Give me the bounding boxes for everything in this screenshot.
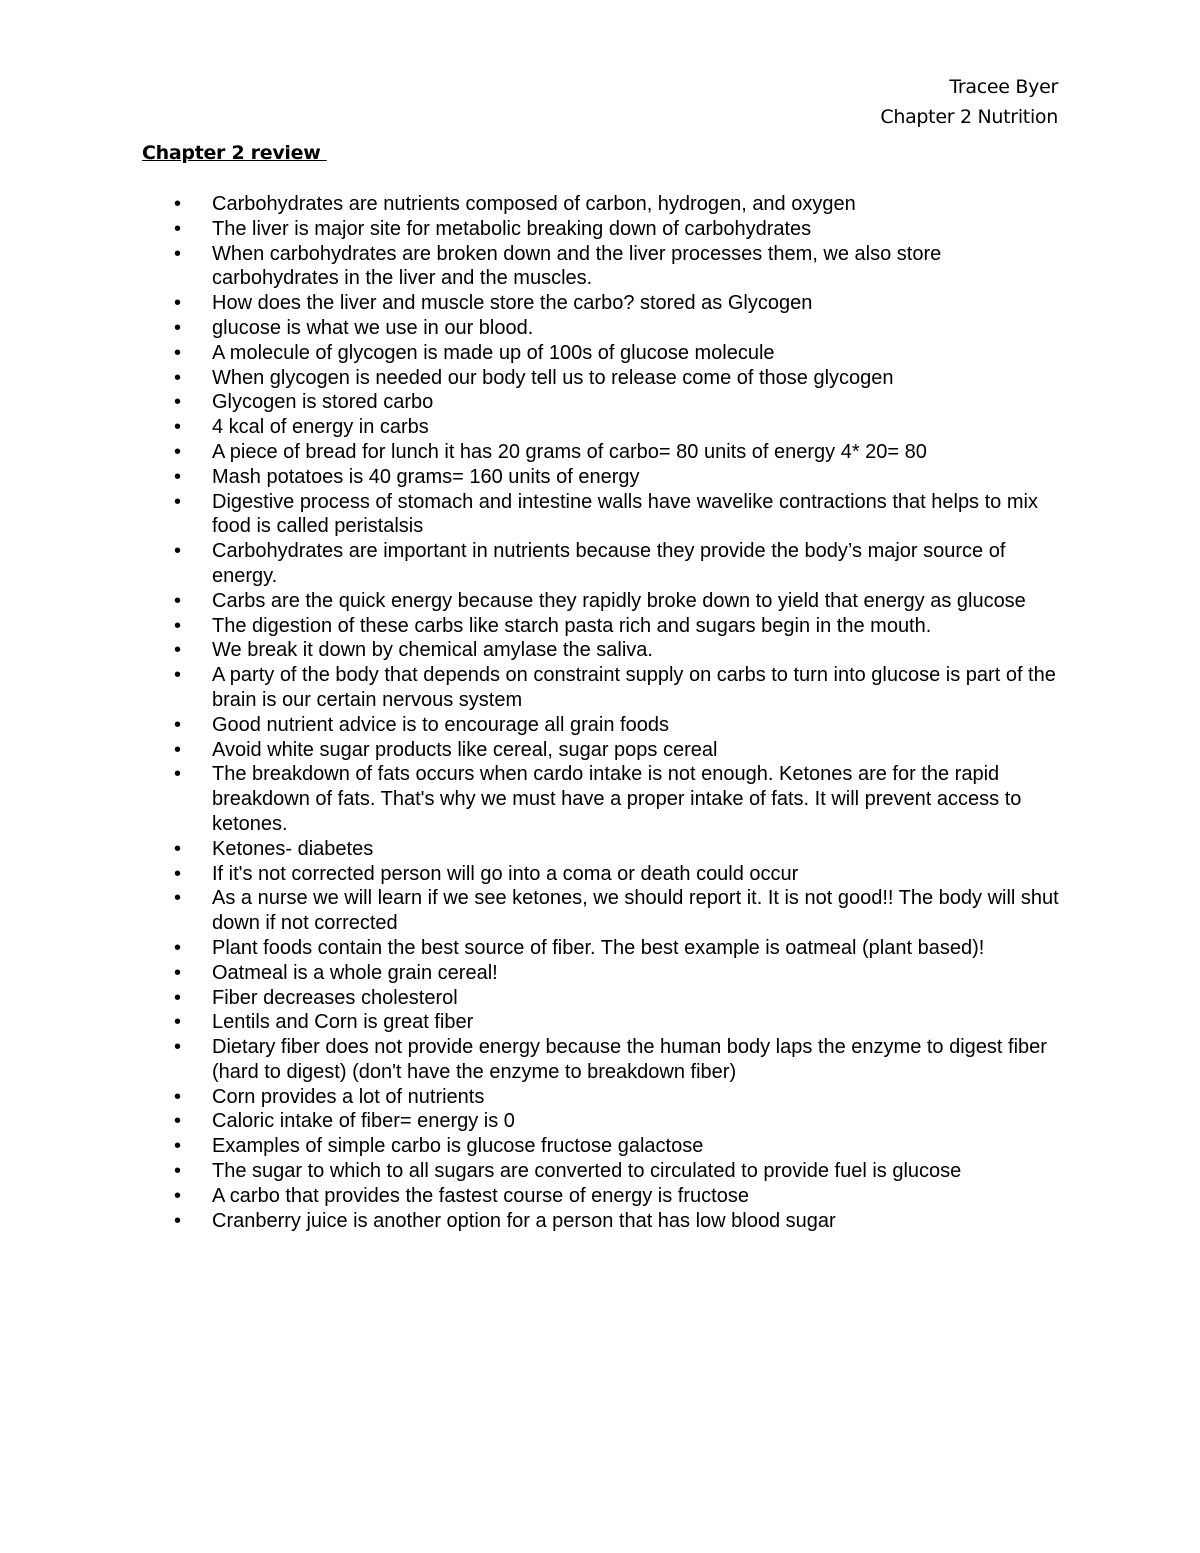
bullet-icon: • <box>174 1011 182 1034</box>
list-item <box>0 1184 1060 1209</box>
list-item <box>0 465 1060 490</box>
list-item <box>0 1209 1060 1234</box>
note-text: A molecule of glycogen is made up of 100s of glucose molecule <box>212 341 775 364</box>
note-text: A carbo that provides the fastest course of energy is fructose <box>212 1184 749 1207</box>
list-item <box>0 316 1060 341</box>
list-item <box>0 762 1060 836</box>
list-item <box>0 390 1060 415</box>
bullet-icon: • <box>174 763 182 786</box>
bullet-icon: • <box>174 614 182 637</box>
note-text: As a nurse we will learn if we see ketones, we should report it. It is not good!! The body will shut down if not corrected <box>212 887 1059 935</box>
list-item <box>0 366 1060 391</box>
note-text: Dietary fiber does not provide energy because the human body laps the enzyme to digest fiber (hard to digest) (don't have the enzyme to breakdown fiber) <box>212 1036 1047 1083</box>
bullet-icon: • <box>174 440 182 463</box>
note-text: glucose is what we use in our blood. <box>212 316 534 339</box>
list-item <box>0 440 1060 465</box>
note-text: Caloric intake of fiber= energy is 0 <box>212 1110 515 1133</box>
note-text: Carbs are the quick energy because they rapidly broke down to yield that energy as glucose <box>212 589 1026 612</box>
list-item <box>0 837 1060 862</box>
bullet-icon: • <box>174 1160 182 1183</box>
bullet-icon: • <box>174 1085 182 1108</box>
bullet-icon: • <box>174 837 182 860</box>
section-heading: Chapter 2 review <box>142 142 327 164</box>
note-text: Glycogen is stored carbo <box>212 391 434 414</box>
note-text: The liver is major site for metabolic breaking down of carbohydrates <box>212 217 812 240</box>
list-item <box>0 614 1060 639</box>
notes-list <box>0 192 1060 1233</box>
bullet-icon: • <box>174 1036 182 1059</box>
list-item <box>0 738 1060 763</box>
note-text: Carbohydrates are nutrients composed of carbon, hydrogen, and oxygen <box>212 193 856 215</box>
bullet-icon: • <box>174 490 182 513</box>
list-item <box>0 862 1060 887</box>
note-text: If it's not corrected person will go into a coma or death could occur <box>212 862 799 885</box>
list-item <box>0 961 1060 986</box>
bullet-icon: • <box>174 193 182 215</box>
note-text: Plant foods contain the best source of fiber. The best example is oatmeal (plant based)! <box>212 936 985 959</box>
bullet-icon: • <box>174 366 182 389</box>
bullet-icon: • <box>174 986 182 1009</box>
note-text: 4 kcal of energy in carbs <box>212 416 429 439</box>
bullet-icon: • <box>174 292 182 315</box>
note-text: We break it down by chemical amylase the saliva. <box>212 639 653 662</box>
note-text: When carbohydrates are broken down and the liver processes them, we also store carbohydrates in the liver and the muscles. <box>212 242 942 290</box>
note-text: How does the liver and muscle store the carbo? stored as Glycogen <box>212 292 813 315</box>
list-item <box>0 1159 1060 1184</box>
author-name: Tracee Byer <box>949 76 1058 98</box>
list-item <box>0 1035 1060 1085</box>
bullet-icon: • <box>174 1135 182 1158</box>
note-text: Mash potatoes is 40 grams= 160 units of energy <box>212 465 640 488</box>
bullet-icon: • <box>174 242 182 265</box>
list-item <box>0 192 1060 217</box>
list-item <box>0 589 1060 614</box>
list-item <box>0 291 1060 316</box>
list-item <box>0 217 1060 242</box>
list-item <box>0 986 1060 1011</box>
list-item <box>0 1134 1060 1159</box>
bullet-icon: • <box>174 936 182 959</box>
document-header <box>880 72 1058 132</box>
bullet-icon: • <box>174 217 182 240</box>
list-item <box>0 638 1060 663</box>
note-text: Cranberry juice is another option for a person that has low blood sugar <box>212 1209 836 1232</box>
note-text: A party of the body that depends on constraint supply on carbs to turn into glucose is part of the brain is our certain nervous system <box>212 664 1056 711</box>
list-item <box>0 663 1060 713</box>
list-item <box>0 490 1060 540</box>
list-item <box>0 1109 1060 1134</box>
list-item <box>0 936 1060 961</box>
list-item <box>0 539 1060 589</box>
bullet-icon: • <box>174 887 182 910</box>
bullet-icon: • <box>174 589 182 612</box>
note-text: Carbohydrates are important in nutrients because they provide the body’s major source of energy. <box>212 540 1006 587</box>
note-text: Digestive process of stomach and intestine walls have wavelike contractions that helps to mix food is called peristalsis <box>212 490 1038 538</box>
bullet-icon: • <box>174 664 182 687</box>
bullet-icon: • <box>174 713 182 736</box>
note-text: A piece of bread for lunch it has 20 grams of carbo= 80 units of energy 4* 20= 80 <box>212 440 927 463</box>
bullet-icon: • <box>174 391 182 414</box>
list-item <box>0 886 1060 936</box>
note-text: When glycogen is needed our body tell us to release come of those glycogen <box>212 366 894 389</box>
note-text: Good nutrient advice is to encourage all grain foods <box>212 713 669 736</box>
bullet-icon: • <box>174 316 182 339</box>
note-text: The sugar to which to all sugars are converted to circulated to provide fuel is glucose <box>212 1160 962 1183</box>
bullet-icon: • <box>174 961 182 984</box>
note-text: Fiber decreases cholesterol <box>212 986 458 1009</box>
bullet-icon: • <box>174 738 182 761</box>
note-text: Examples of simple carbo is glucose fructose galactose <box>212 1135 704 1158</box>
note-text: Lentils and Corn is great fiber <box>212 1011 474 1034</box>
note-text: Avoid white sugar products like cereal, sugar pops cereal <box>212 738 718 761</box>
list-item <box>0 1010 1060 1035</box>
note-text: The breakdown of fats occurs when cardo intake is not enough. Ketones are for the rapid breakdown of fats. That's why we must have a proper intake of fats. It will prevent access to ketones. <box>212 763 1022 835</box>
bullet-icon: • <box>174 639 182 662</box>
bullet-icon: • <box>174 416 182 439</box>
list-item <box>0 1085 1060 1110</box>
bullet-icon: • <box>174 465 182 488</box>
note-text: Oatmeal is a whole grain cereal! <box>212 961 498 984</box>
bullet-icon: • <box>174 341 182 364</box>
list-item <box>0 415 1060 440</box>
note-text: The digestion of these carbs like starch pasta rich and sugars begin in the mouth. <box>212 614 932 637</box>
list-item <box>0 341 1060 366</box>
list-item <box>0 242 1060 292</box>
bullet-icon: • <box>174 1110 182 1133</box>
list-item <box>0 713 1060 738</box>
bullet-icon: • <box>174 1184 182 1207</box>
note-text: Corn provides a lot of nutrients <box>212 1085 485 1108</box>
course-title: Chapter 2 Nutrition <box>880 106 1058 128</box>
bullet-icon: • <box>174 862 182 885</box>
note-text: Ketones- diabetes <box>212 837 374 860</box>
bullet-icon: • <box>174 1209 182 1232</box>
bullet-icon: • <box>174 540 182 563</box>
